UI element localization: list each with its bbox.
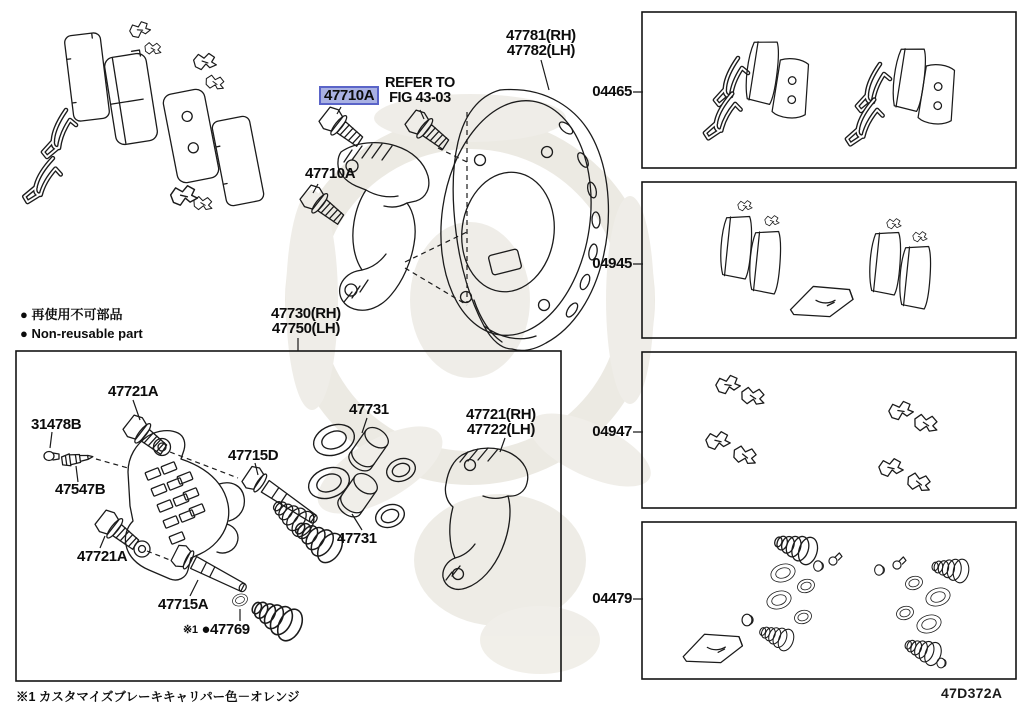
part-label-47731-lower[interactable]: 47731 (337, 530, 377, 547)
kit-box-04479 (642, 522, 1016, 679)
kit-label-04465[interactable]: 04465 (592, 83, 632, 100)
kit-label-04945[interactable]: 04945 (592, 255, 632, 272)
part-label-47710a-highlighted[interactable]: 47710A (319, 86, 379, 105)
main-box-dashed (96, 452, 238, 560)
boot-ring-drawing (231, 592, 249, 608)
part-label-47781-rh[interactable]: 47781(RH) (506, 27, 576, 44)
guide-bolt-upper (121, 413, 171, 460)
part-label-47721-rh[interactable]: 47721(RH) (466, 406, 536, 423)
boot-47769-drawing (245, 591, 307, 645)
legend-non-reusable-en: ● Non-reusable part (20, 326, 143, 341)
kit-box-04947 (642, 352, 1016, 508)
part-label-47730-rh[interactable]: 47730(RH) (271, 305, 341, 322)
kit-box-04945 (642, 182, 1016, 338)
part-label-47715d[interactable]: 47715D (228, 447, 279, 464)
kit-04947-drawing (705, 374, 940, 495)
slide-pin-upper-drawing (240, 464, 323, 531)
kit-label-04479[interactable]: 04479 (592, 590, 632, 607)
part-label-47750-lh[interactable]: 47750(LH) (271, 320, 340, 337)
kit-04945-drawing (719, 201, 932, 319)
slide-pin-lower-drawing (170, 543, 251, 599)
bleeder-drawing (61, 451, 93, 467)
footnote-caliper-color: ※1 カスタマイズブレーキキャリパー色－オレンジ (16, 690, 300, 704)
part-label-47710a[interactable]: 47710A (305, 165, 356, 182)
pads-exploded-drawing (24, 20, 265, 212)
kit-label-04947[interactable]: 04947 (592, 423, 632, 440)
kit-04479-drawing (682, 528, 971, 668)
part-label-47722-lh[interactable]: 47722(LH) (466, 421, 535, 438)
kit-04465-drawing (704, 39, 957, 147)
kit-box-04465 (642, 12, 1016, 168)
part-label-47721a-lower[interactable]: 47721A (77, 548, 128, 565)
footnote-ref-mark: ※1 (183, 624, 198, 636)
refer-note-line1: REFER TO (385, 75, 455, 91)
part-label-47769[interactable] (183, 622, 250, 638)
drawing-code: 47D372A (941, 685, 1003, 701)
refer-note-line2: FIG 43-03 (389, 90, 451, 106)
legend-non-reusable-jp: ● 再使用不可部品 (20, 307, 123, 322)
part-label-47721a-upper[interactable]: 47721A (108, 383, 159, 400)
cap-drawing (44, 452, 59, 461)
part-label-47769-number: ●47769 (201, 621, 250, 638)
caliper-body-drawing (125, 431, 244, 580)
part-label-47715a[interactable]: 47715A (158, 596, 209, 613)
part-label-47547b[interactable]: 47547B (55, 481, 106, 498)
part-label-47731-upper[interactable]: 47731 (349, 401, 389, 418)
part-label-31478b[interactable]: 31478B (31, 416, 82, 433)
part-label-47782-lh[interactable]: 47782(LH) (506, 42, 575, 59)
